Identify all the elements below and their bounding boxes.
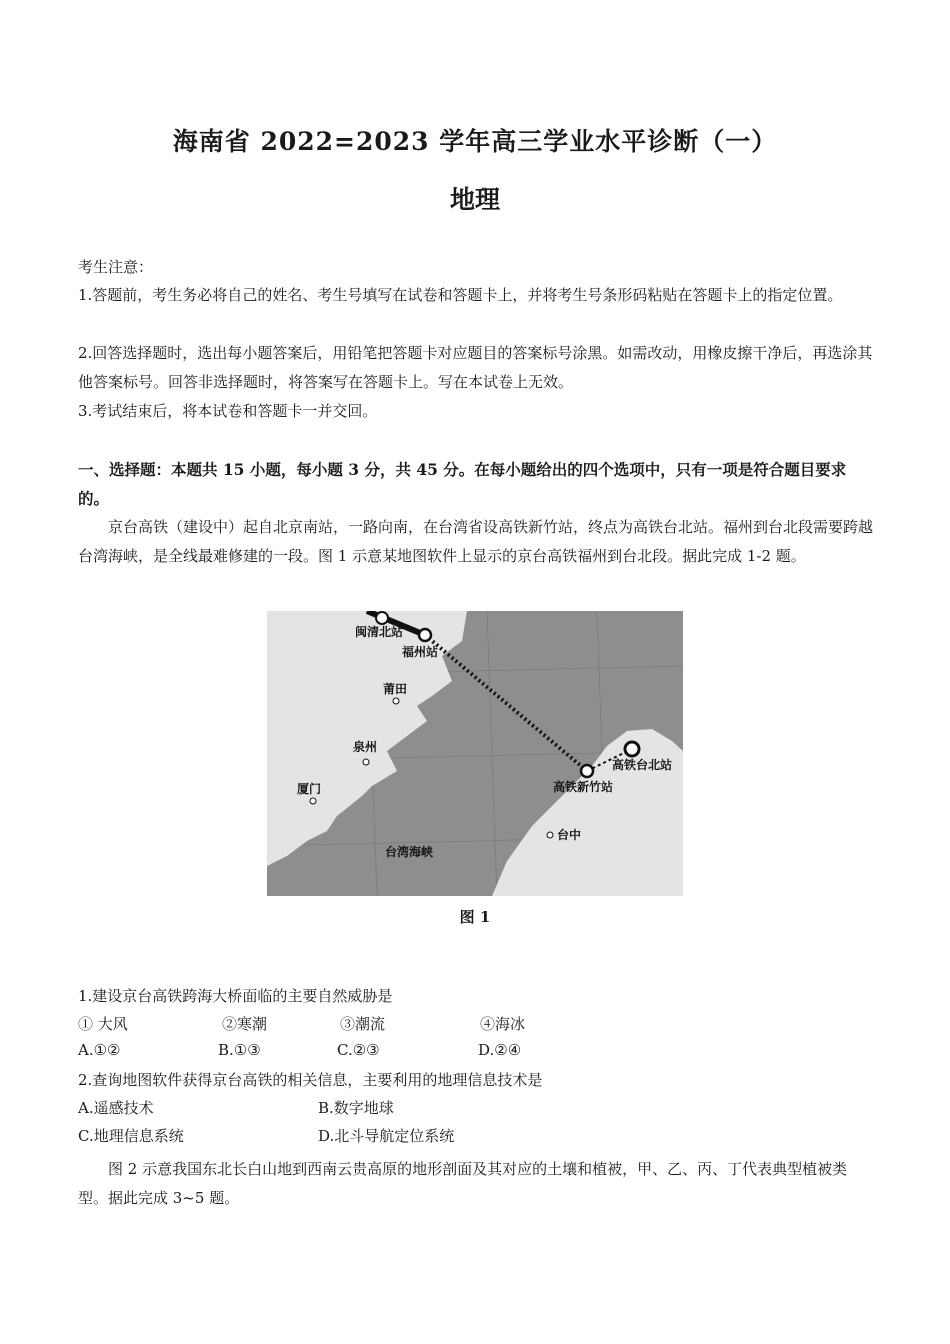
notice-item-2: 2.回答选择题时，选出每小题答案后，用铅笔把答题卡对应题目的答案标号涂黑。如需改动，用橡皮擦干净后，再选涂其他答案标号。回答非选择题时，将答案写在答题卡上。写在本试卷上无效。 — [78, 344, 873, 391]
subject-title: 地理 — [449, 185, 500, 214]
q1-choice-a: A.①② — [78, 1041, 121, 1059]
q2-choice-c: C.地理信息系统 — [78, 1127, 184, 1145]
q1-item: ④海冰 — [480, 1015, 526, 1033]
city-dot-icon — [393, 698, 399, 704]
question-1-stem: 1.建设京台高铁跨海大桥面临的主要自然威胁是 — [78, 987, 393, 1005]
notice-heading: 考生注意： — [78, 258, 154, 276]
q1-item: ③潮流 — [340, 1015, 386, 1033]
q1-item: ① 大风 — [78, 1015, 128, 1033]
station-icon — [581, 765, 593, 777]
label-xiamen: 厦门 — [297, 782, 322, 796]
city-dot-icon — [547, 832, 553, 838]
city-dot-icon — [363, 759, 369, 765]
q2-choice-b: B.数字地球 — [318, 1099, 394, 1117]
figure-1-caption: 图 1 — [459, 908, 491, 926]
label-strait: 台湾海峡 — [385, 845, 434, 859]
passage-1: 京台高铁（建设中）起自北京南站，一路向南，在台湾省设高铁新竹站，终点为高铁台北站。福州到台北段需要跨越台湾海峡，是全线最难修建的一段。图 1 示意某地图软件上显示的京台高铁福州到台北段。据此完成 1-2 题。 — [78, 518, 874, 565]
section-heading: 一、选择题：本题共 15 小题，每小题 3 分，共 45 分。在每小题给出的四个选项中，只有一项是符合题目要求的。 — [78, 460, 847, 508]
q1-choice-c: C.②③ — [337, 1041, 380, 1059]
label-fuzhou: 福州站 — [402, 645, 439, 659]
label-taibei: 高铁台北站 — [612, 758, 673, 772]
label-quanzhou: 泉州 — [353, 740, 378, 754]
station-icon — [625, 742, 639, 756]
passage-2: 图 2 示意我国东北长白山地到西南云贵高原的地形剖面及其对应的土壤和植被，甲、乙、丙、丁代表典型植被类型。据此完成 3~5 题。 — [78, 1160, 848, 1207]
q1-choice-d: D.②④ — [478, 1041, 522, 1059]
exam-title: 海南省 2022=2023 学年高三学业水平诊断（一） — [172, 127, 778, 156]
label-minqing: 闽清北站 — [355, 625, 404, 639]
notice-item-3: 3.考试结束后，将本试卷和答题卡一并交回。 — [78, 402, 378, 420]
city-dot-icon — [310, 798, 316, 804]
label-taizhong: 台中 — [557, 828, 582, 842]
q2-choice-d: D.北斗导航定位系统 — [318, 1127, 455, 1145]
q1-choice-b: B.①③ — [218, 1041, 261, 1059]
railway-map — [267, 611, 683, 896]
station-icon — [376, 612, 388, 624]
label-putian: 莆田 — [383, 682, 408, 696]
notice-item-1: 1.答题前，考生务必将自己的姓名、考生号填写在试卷和答题卡上，并将考生号条形码粘贴在答题卡上的指定位置。 — [78, 286, 843, 304]
q1-item: ②寒潮 — [222, 1015, 268, 1033]
station-icon — [419, 629, 431, 641]
q2-choice-a: A.遥感技术 — [78, 1099, 154, 1117]
label-xinzhu: 高铁新竹站 — [553, 780, 614, 794]
question-2-stem: 2.查询地图软件获得京台高铁的相关信息，主要利用的地理信息技术是 — [78, 1071, 543, 1089]
